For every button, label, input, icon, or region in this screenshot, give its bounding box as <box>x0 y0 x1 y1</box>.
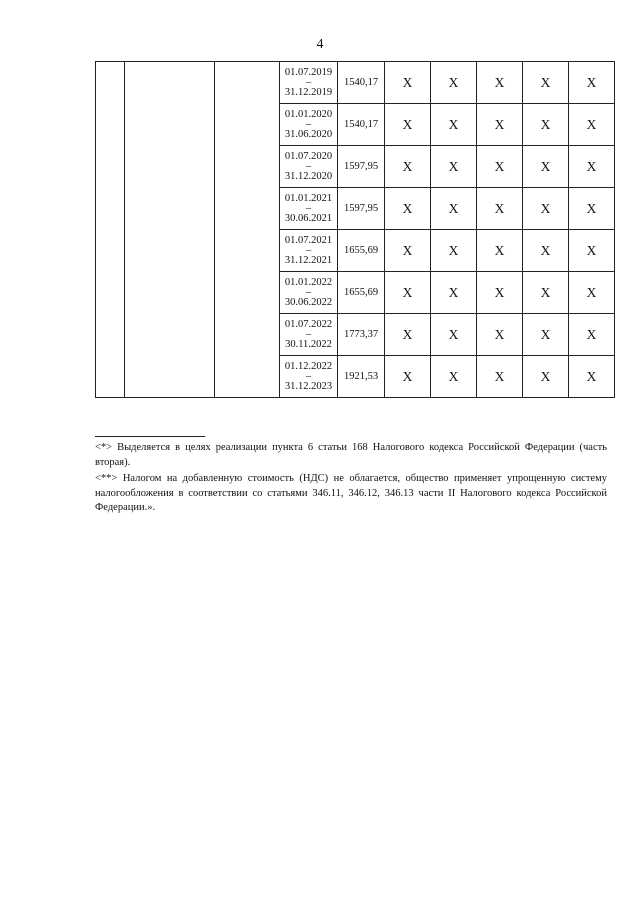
price-cell: 1597,95 <box>338 188 385 230</box>
not-applicable-mark: Х <box>385 62 431 104</box>
period-end: 30.11.2022 <box>285 339 332 350</box>
tariff-table-body <box>96 62 615 398</box>
not-applicable-mark: Х <box>385 188 431 230</box>
period-cell <box>280 272 338 314</box>
period-start: 01.01.2022 <box>284 276 333 288</box>
not-applicable-mark: Х <box>523 188 569 230</box>
period-end: 30.06.2021 <box>284 213 333 224</box>
not-applicable-mark: Х <box>385 314 431 356</box>
not-applicable-mark: Х <box>385 230 431 272</box>
tariff-table <box>95 61 615 398</box>
price-cell: 1921,53 <box>338 356 385 398</box>
not-applicable-mark: Х <box>431 272 477 314</box>
period-dash: – <box>305 371 312 382</box>
period-end: 31.12.2020 <box>284 171 333 182</box>
not-applicable-mark: Х <box>523 146 569 188</box>
period-cell <box>280 104 338 146</box>
not-applicable-mark: Х <box>477 188 523 230</box>
not-applicable-mark: Х <box>477 104 523 146</box>
footnote-divider <box>95 436 205 437</box>
not-applicable-mark: Х <box>431 356 477 398</box>
period-dash: – <box>305 161 312 172</box>
not-applicable-mark: Х <box>523 314 569 356</box>
not-applicable-mark: Х <box>385 146 431 188</box>
not-applicable-mark: Х <box>385 356 431 398</box>
not-applicable-mark: Х <box>569 146 615 188</box>
period-end: 31.12.2021 <box>284 255 333 266</box>
blank-column-3 <box>215 62 280 398</box>
page-number: 4 <box>316 37 324 52</box>
period-start: 01.07.2019 <box>284 66 333 78</box>
not-applicable-mark: Х <box>523 230 569 272</box>
not-applicable-mark: Х <box>477 314 523 356</box>
not-applicable-mark: Х <box>477 230 523 272</box>
not-applicable-mark: Х <box>523 104 569 146</box>
period-cell <box>280 146 338 188</box>
not-applicable-mark: Х <box>569 104 615 146</box>
period-start: 01.07.2022 <box>284 318 333 330</box>
not-applicable-mark: Х <box>477 146 523 188</box>
period-end: 31.12.2019 <box>284 87 333 98</box>
period-start: 01.01.2021 <box>284 192 333 204</box>
period-cell <box>280 188 338 230</box>
footnote-1: <*> Выделяется в целях реализации пункта 6 статьи 168 Налогового кодекса Российской Федерации (часть вторая). <box>95 442 607 468</box>
not-applicable-mark: Х <box>385 104 431 146</box>
period-start: 01.01.2020 <box>284 108 333 120</box>
period-cell <box>280 314 338 356</box>
not-applicable-mark: Х <box>569 230 615 272</box>
period-end: 31.12.2023 <box>284 381 333 392</box>
period-start: 01.12.2022 <box>284 360 333 372</box>
price-cell: 1773,37 <box>338 314 385 356</box>
period-dash: – <box>305 119 312 130</box>
price-cell: 1655,69 <box>338 230 385 272</box>
not-applicable-mark: Х <box>569 356 615 398</box>
period-dash: – <box>305 203 312 214</box>
not-applicable-mark: Х <box>523 356 569 398</box>
not-applicable-mark: Х <box>477 62 523 104</box>
period-dash: – <box>305 245 312 256</box>
not-applicable-mark: Х <box>431 314 477 356</box>
footnote-2: <**> Налогом на добавленную стоимость (НДС) не облагается, общество применяет упрощенную систему налогообложения в соответствии со статьями 346.11, 346.12, 346.13 части II Налогового кодекса Российской Федерации.». <box>95 473 607 513</box>
price-cell: 1540,17 <box>338 62 385 104</box>
not-applicable-mark: Х <box>385 272 431 314</box>
price-cell: 1540,17 <box>338 104 385 146</box>
not-applicable-mark: Х <box>431 230 477 272</box>
period-dash: – <box>305 287 312 298</box>
period-start: 01.07.2020 <box>284 150 333 162</box>
not-applicable-mark: Х <box>431 104 477 146</box>
not-applicable-mark: Х <box>477 356 523 398</box>
period-end: 31.06.2020 <box>284 129 333 140</box>
price-cell: 1655,69 <box>338 272 385 314</box>
not-applicable-mark: Х <box>477 272 523 314</box>
not-applicable-mark: Х <box>431 62 477 104</box>
period-dash: – <box>305 77 312 88</box>
not-applicable-mark: Х <box>569 188 615 230</box>
table-row <box>96 62 615 104</box>
not-applicable-mark: Х <box>569 314 615 356</box>
period-cell <box>280 230 338 272</box>
period-start: 01.07.2021 <box>284 234 333 246</box>
not-applicable-mark: Х <box>523 272 569 314</box>
blank-column-2 <box>125 62 215 398</box>
footnotes <box>95 441 607 518</box>
period-cell <box>280 62 338 104</box>
period-cell <box>280 356 338 398</box>
period-end: 30.06.2022 <box>284 297 333 308</box>
not-applicable-mark: Х <box>569 62 615 104</box>
blank-column-1 <box>96 62 125 398</box>
not-applicable-mark: Х <box>523 62 569 104</box>
not-applicable-mark: Х <box>569 272 615 314</box>
not-applicable-mark: Х <box>431 188 477 230</box>
price-cell: 1597,95 <box>338 146 385 188</box>
not-applicable-mark: Х <box>431 146 477 188</box>
period-dash: – <box>305 329 312 340</box>
